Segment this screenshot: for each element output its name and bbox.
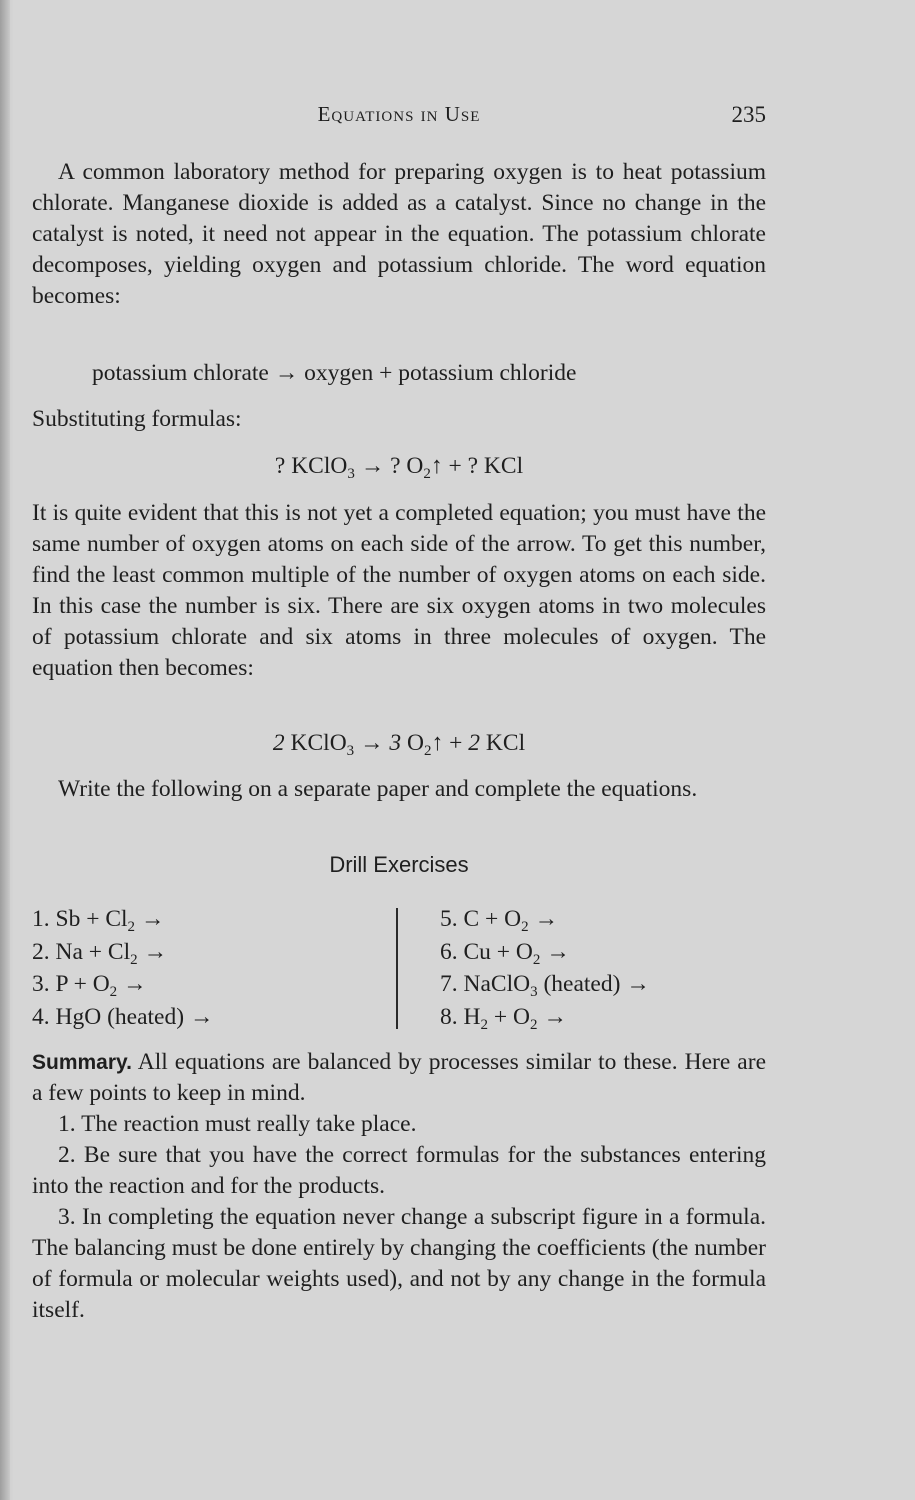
drill-item-formula: H [463, 1003, 481, 1030]
drill-column-left [32, 903, 382, 1033]
summary-text: All equations are balanced by processes similar to these. Here are a few points to keep in mind. [32, 1049, 766, 1106]
drill-item [32, 1001, 382, 1034]
explanation-paragraph: It is quite evident that this is not yet a completed equation; you must have the same number of oxygen atoms on each side of the arrow. To get this number, find the least common multiple of the number of oxygen atoms on each side. In this case the number is six. There are six oxygen atoms in two molecules of potassium chlorate and six atoms in three molecules of oxygen. The equation then becomes: [32, 500, 766, 681]
summary-point-3: 3. In completing the equation never change a subscript figure in a formula. The balancing must be done entirely by changing the coefficients (the number of formula or molecular weights used), and not by any change in the formula itself. [32, 1204, 766, 1323]
drill-item-arrow: → [537, 1003, 567, 1030]
running-title: Equations in Use [317, 102, 481, 126]
drill-item [440, 1001, 770, 1034]
drill-item [32, 936, 382, 969]
page-header [32, 102, 766, 132]
drill-item-formula: NaClO [463, 971, 531, 997]
eq1-sub2: 2 [423, 466, 431, 482]
drill-item-formula: Sb + Cl [55, 906, 128, 932]
drill-item-sub: 3 [530, 984, 538, 1000]
eq1-part1: ? KClO [274, 453, 348, 479]
eq1-part2: → ? O [354, 453, 424, 479]
coefficient-1: 2 [272, 730, 285, 756]
unbalanced-equation [32, 451, 766, 482]
eq2-part4: KCl [480, 730, 526, 756]
drill-item-sub: 2 [130, 951, 138, 968]
eq2-sub1: 3 [346, 743, 355, 759]
drill-item-formula-2: + O [487, 1003, 530, 1030]
drill-item [32, 903, 382, 936]
eq1-part3: ↑ + ? KCl [430, 453, 524, 479]
drill-item-number: 1. [32, 906, 50, 932]
page-number: 235 [731, 102, 766, 127]
drill-item-sub: 2 [521, 919, 529, 935]
drill-item [440, 936, 770, 969]
instruction-paragraph: Write the following on a separate paper and complete the equations. [58, 776, 698, 802]
drill-title: Drill Exercises [329, 852, 469, 877]
eq2-arrow: → [354, 730, 390, 756]
eq1-sub1: 3 [347, 466, 355, 482]
drill-item [440, 903, 770, 936]
balanced-equation [32, 728, 766, 759]
eq2-part1: KClO [284, 730, 347, 756]
summary-paragraph [32, 1047, 766, 1109]
drill-item-arrow: → [117, 971, 147, 997]
drill-item-formula: Cu + O [463, 938, 533, 965]
drill-item-number: 2. [32, 938, 50, 965]
drill-item-sub: 2 [480, 1016, 488, 1033]
page-edge-shadow [0, 0, 10, 1500]
drill-item-sub: 2 [109, 984, 118, 1000]
drill-item-arrow: → [137, 938, 167, 965]
drill-item [440, 968, 770, 1001]
summary-label: Summary. [32, 1051, 132, 1074]
drill-item-number: 7. [440, 971, 458, 997]
drill-item-number: 4. [32, 1003, 50, 1030]
drill-item-sub-2: 2 [529, 1016, 538, 1033]
summary-point-2: 2. Be sure that you have the correct formulas for the substances entering into the reaction and for the products. [32, 1142, 766, 1199]
drill-item-arrow: → [540, 938, 570, 965]
eq2-part3: ↑ + [431, 730, 469, 756]
drill-item-number: 6. [440, 938, 458, 965]
drill-item-formula: C + O [463, 906, 522, 932]
drill-item-arrow: → [135, 906, 165, 932]
drill-divider [396, 908, 398, 1029]
eq2-part2: O [401, 730, 425, 756]
drill-item-sub: 2 [127, 919, 136, 935]
drill-item-formula: Na + Cl [55, 938, 131, 965]
drill-item-number: 5. [440, 906, 458, 932]
coefficient-2: 3 [389, 730, 402, 756]
coefficient-3: 2 [468, 730, 481, 756]
drill-item-arrow: → [528, 906, 559, 932]
summary-point-1: 1. The reaction must really take place. [58, 1111, 417, 1137]
eq2-sub2: 2 [424, 743, 432, 759]
drill-item [32, 968, 382, 1001]
drill-item-sub: 2 [532, 951, 541, 968]
drill-item-number: 3. [32, 971, 50, 997]
drill-item-formula: P + O [55, 971, 110, 997]
drill-item-arrow: (heated) → [537, 971, 650, 997]
substituting-label: Substituting formulas: [32, 406, 242, 432]
word-equation: potassium chlorate → oxygen + potassium chloride [92, 360, 577, 386]
intro-paragraph: A common laboratory method for preparing oxygen is to heat potassium chlorate. Manganese dioxide is added as a catalyst. Since no change in the catalyst is noted, it need not appear in the equation. The potassium chlorate decomposes, yielding oxygen and potassium chloride. The word equation becomes: [32, 159, 766, 309]
drill-column-right [440, 903, 770, 1033]
drill-item-number: 8. [440, 1003, 458, 1030]
drill-item-formula: HgO (heated) → [55, 1003, 214, 1030]
